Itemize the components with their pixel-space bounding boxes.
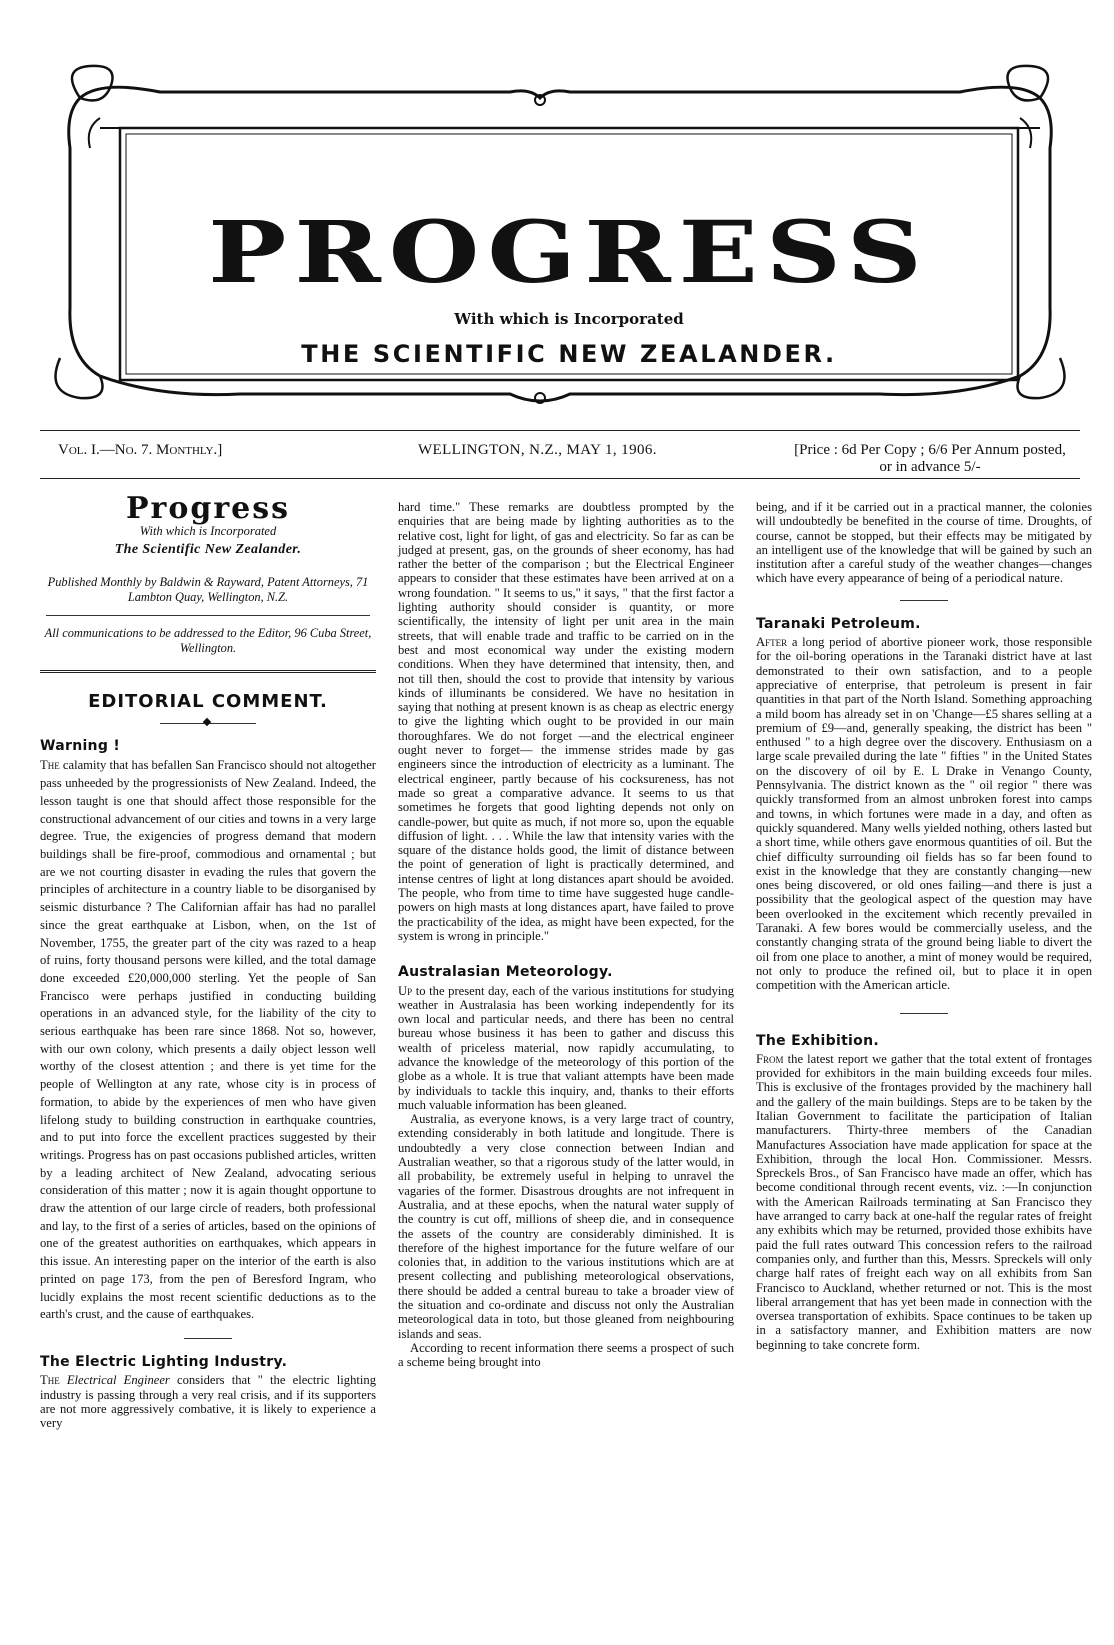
title-box xyxy=(40,491,376,673)
article-warning xyxy=(40,739,376,1324)
article-exhibition xyxy=(756,1034,1092,1353)
article-meteorology-p2: Australia, as everyone knows, is a very large tract of country, extending considerably in both latitude and longitude. There is undoubtedly a very close connection between Indian and Australian weather, so that a rigorous study of the latter would, in all probability, be extremely useful in helping to unravel the vagaries of the former. Disastrous droughts are not infrequent in Australia, and at these epochs, when the natural water supply of the country is cut off, millions of sheep die, and in consequence the assets of the country are considerably diminished. It is therefore of the highest importance for the future welfare of our colonies that, in addition to the various institutions which are at present collecting and publishing meteorological observations, there should be added a central bureau to take a broader view of the situation and co-ordinate and discuss not only the Australian meteorological data in toto, but those gleaned from neighbouring islands and seas. xyxy=(398,1112,734,1341)
article-warning-body: The calamity that has befallen San Francisco should not altogether pass unheeded by the progressionists of New Zealand. Indeed, the lesson taught is one that should affect those responsible for the constructional advancement of our cities and towns in a very large degree. True, the exigencies of progress demand that modern buildings shall be fire-proof, commodious and ornamental ; but are we not courting disaster in evading the rules that govern the principles of architecture in a country liable to be disorganised by seismic disturbance ? The Californian affair has had no parallel since the great earthquake at Lisbon, when, on the 1st of November, 1755, the greater part of the city was razed to a heap of ruins, forty thousand persons were killed, and the total damage done exceeded £20,000,000 sterling. Yet the people of San Francisco were perhaps justified in conducting building operations in an advanced style, for the liability of the city to serious earthquake has been rare since 1868. Not so, however, with our own colony, which presents a daily object lesson well worthy of the closest attention ; and there is yet time for the people of Wellington at any rate, whose city is in process of formation, to abide by the experiences of men who have given lifelong study to building construction in earthquake countries, and to put into force the excellent practices suggested by their writings. Progress has on past occasions published articles, written by a leading architect of New Zealand, advocating serious consideration of this matter ; now it is again thought opportune to draw the attention of our large circle of readers, both professional and lay, to the first of a series of articles, based on the opinions of one of the greatest authorities on earthquakes, which appears in this issue. An interesting paper on the interior of the earth is also printed on page 173, from the pen of Beresford Ingram, who lucidly explains the most recent scientific deductions as to the earth's crust, and the cause of earthquakes. xyxy=(40,758,376,1322)
issue-price-line1: [Price : 6d Per Copy ; 6/6 Per Annum posted, xyxy=(794,442,1066,458)
masthead-title: PROGRESS xyxy=(208,201,930,303)
separator xyxy=(184,1338,232,1339)
column-2 xyxy=(398,500,734,1370)
box-double-rule xyxy=(40,670,376,673)
masthead-with-incorporated: With which is Incorporated xyxy=(454,310,684,328)
article-exhibition-body: From the latest report we gather that the total extent of frontages provided for exhibitors in the main building exceeds four miles. This is exclusive of the frontages provided by the machinery hall and the gallery of the main buildings. Steps are to be taken by the Italian Government to facilitate the participation of Italian manufacturers. Thirty-three members of the Canadian Manufactures Association have made application for space at the Exhibition, through the local Hon. Commissioner. Messrs. Spreckels Bros., of San Francisco have made an offer, which has become conditional through recent events, viz. :—In conjunction with the American Railroads terminating at San Francisco they have arranged to carry back at one-half the regular rates of freight any exhibits which may be returned, provided those exhibits have paid the full rates outward This concession refers to the railroad companies only, and further than this, Messrs. Spreckels will only charge half rates of freight each way on all exhibits from San Francisco to Auckland, whether returned or not. This is the most liberal arrangement that has yet been made in connection with the oversea transportation of exhibits. Space continues to be taken up in a satisfactory manner, and Exhibition matters are now beginning to take concrete form. xyxy=(756,1051,1092,1352)
info-rule-bottom xyxy=(40,478,1080,479)
article-taranaki-title: Taranaki Petroleum. xyxy=(756,615,921,632)
masthead-panel xyxy=(120,128,1018,380)
editorial-ornament xyxy=(160,719,256,727)
article-electric-title: The Electric Lighting Industry. xyxy=(40,1353,288,1370)
article-warning-title: Warning ! xyxy=(40,738,121,755)
article-meteorology-p1: Up to the present day, each of the various institutions for studying weather in Australasia has been working independently for its own local and particular needs, and there has been no central bureau whose business it has been to gather and discuss this wealth of priceless material, now rapidly accumulating, to advance the knowledge of the meteorology of this portion of the globe as a whole. It is true that valiant attempts have been made by individuals to tackle this inquiry, and, thanks to their efforts much valuable information has been gleaned. xyxy=(398,983,734,1112)
masthead xyxy=(40,58,1080,413)
separator xyxy=(900,600,948,601)
issue-location-date: WELLINGTON, N.Z., MAY 1, 1906. xyxy=(418,442,657,458)
article-meteorology xyxy=(398,965,734,1369)
issue-volume xyxy=(58,442,222,459)
article-meteorology-p3: According to recent information there seems a prospect of such a scheme being brought into xyxy=(398,1340,734,1370)
article-meteorology-cont: being, and if it be carried out in a practical manner, the colonies will undoubtedly be benefited in the course of time. Droughts, of course, cannot be stopped, but their effects may be mitigated by an intelligent use of the knowledge that will be gained by such an institution after a careful study of the weather changes—changes which have every appearance of being of a periodical nature. xyxy=(756,500,1092,586)
issue-price xyxy=(770,442,1090,476)
issue-price-line2: or in advance 5/- xyxy=(879,459,981,475)
separator xyxy=(900,1013,948,1014)
column-3 xyxy=(756,500,1092,1352)
box-subtitle: The Scientific New Zealander. xyxy=(114,541,302,557)
info-rule-top xyxy=(40,430,1080,431)
issue-volume-number: Vol. I.—No. 7. xyxy=(58,442,153,458)
masthead-subtitle: THE SCIENTIFIC NEW ZEALANDER. xyxy=(301,340,837,368)
editorial-heading: EDITORIAL COMMENT. xyxy=(88,690,328,712)
article-meteorology-title: Australasian Meteorology. xyxy=(398,964,613,981)
box-title: Progress xyxy=(125,491,291,526)
column-1 xyxy=(40,491,376,1431)
article-taranaki-body: After a long period of abortive pioneer work, those responsible for the oil-boring operations in the Taranaki district have at last demonstrated to their own satisfaction, and to a people appreciative of enterprise, that petroleum is present in fair quantities in that part of the North Island. Something approaching a mild boom has already set in on 'Change—£5 shares selling at a premium of £9—and, generally speaking, the district has been " enthused " to a high degree over the discovery. Enthusiasm on a large scale prevailed during the late " fifties " in the United States on the discovery of oil by E. L Drake in Venango County, Pennsylvania. The district known as the " oil regior " there was quickly transformed from an almost unbroken forest into camps and towns, in which fortunes were made in a day, and often as quickly squandered. Many wells yielded nothing, others lasted but a short time, while others gave enormous quantities of oil. But the chief difficulty surrounding oil fields has so far been found to exist in the knowledge that they are constantly changing—new ones being discovered, or old ones failing—and there is just a possibility that the geological aspect of the question may have been overlooked in the excitement which recently prevailed in Taranaki. A few bores would be commercially useless, and the constantly changing strata of the ground being liable to divert the oil from one place to another, a mint of money would be required, not only to produce the refined oil, but to place it in open competition with the American article. xyxy=(756,635,1092,993)
box-published: Published Monthly by Baldwin & Rayward, Patent Attorneys, 71 Lambton Quay, Wellington, N.Z. xyxy=(47,574,369,604)
article-electric-body-start: The Electrical Engineer considers that " the electric lighting industry is passing through a very real crisis, and if its supporters are not more aggressively combative, it is likely to experience a very xyxy=(40,1373,376,1431)
box-communications: All communications to be addressed to the Editor, 96 Cuba Street, Wellington. xyxy=(44,625,372,655)
article-electric-body-cont: hard time." These remarks are doubtless prompted by the enquiries that are being made by lighting authorities as to the relative cost, light for light, of gas and electricity. So far as can be judged at present, gas, on the grounds of sheer economy, has had rather the better of the comparison ; but the Electrical Engineer appears to consider that these estimates have been arrived at on a wrong foundation. " It seems to us," it says, " that the first factor a lighting authority should consider is quantity, or more scientifically, the intensity of light per unit area in the main streets, that will enable trade and traffic to be carried on in the best and most economical way under the existing modern conditions. When they have determined that intensity, then, and not till then, should the cost to provide that intensity by various kinds of illuminants be considered. We have no hesitation in saying that nothing at present known is as cheap as electric energy to give the lighting which ought to be provided in our main thoroughfares. We do not forget —and the electrical engineer ought never to forget— the immense strides made by gas engineers since the introduction of electricity as a luminant. The electrical engineer, partly because of his cocksureness, has not made so great a comparative advance. It seems to us that sometimes he forgets that good lighting depends not only on candle-power, but quite as much, if not more so, upon the equable diffusion of light. . . . While the law that intensity varies with the square of the distance holds good, the limit of distance between the point of generation of light is practically determined, and intense centres of light at long distances apart should be avoided. The people, who from time to time have suggested huge candle-powers on high masts at long distances apart, have failed to prove the practicability of the idea, as might have been expected, for the system is wrong in principle." xyxy=(398,500,734,943)
article-electric xyxy=(40,1355,376,1430)
article-taranaki xyxy=(756,617,1092,993)
box-with-incorporated: With which is Incorporated xyxy=(139,524,277,539)
article-exhibition-title: The Exhibition. xyxy=(756,1032,879,1049)
issue-frequency: Monthly.] xyxy=(156,442,223,458)
box-divider xyxy=(46,615,370,616)
